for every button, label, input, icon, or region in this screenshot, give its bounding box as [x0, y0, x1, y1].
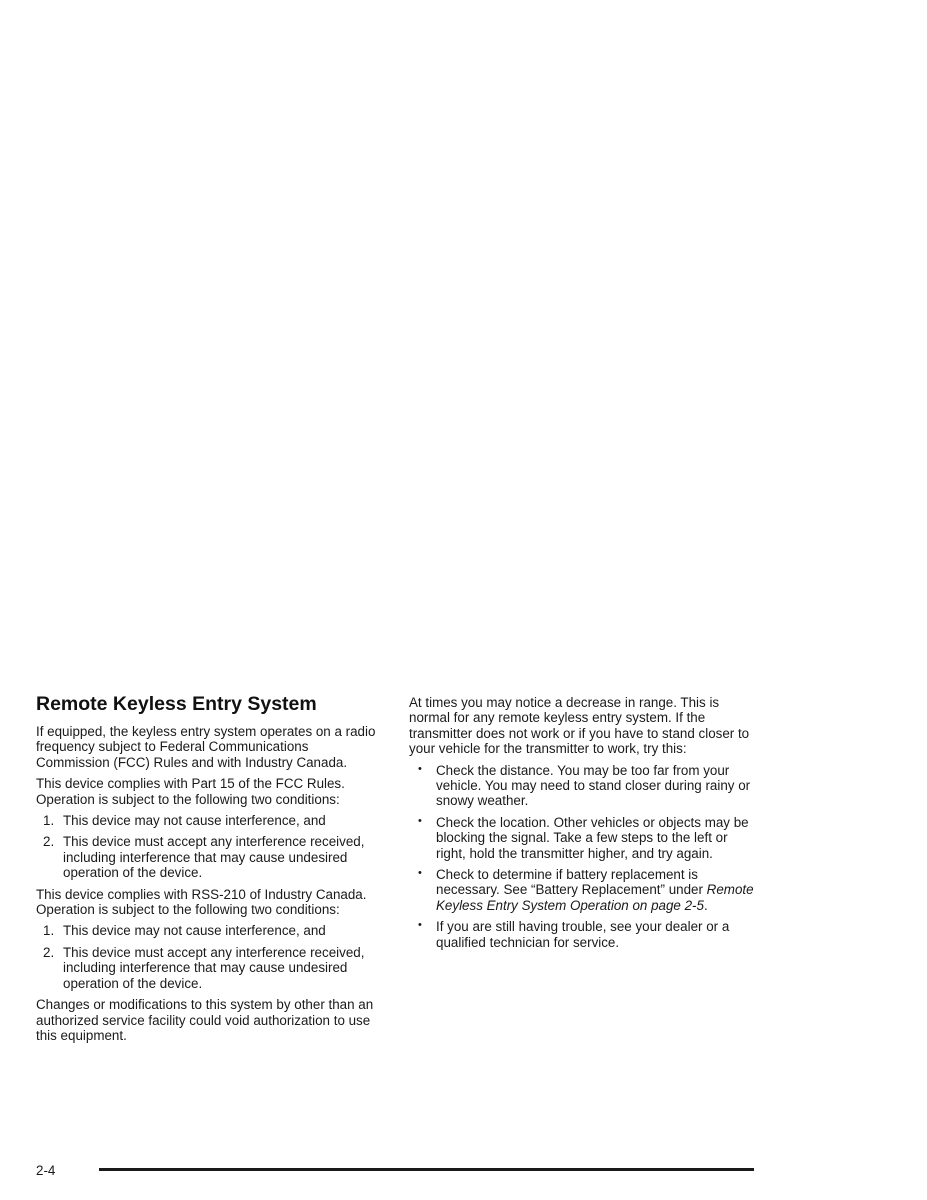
list-text: This device may not cause interference, and: [63, 813, 326, 829]
page-number: 2-4: [36, 1163, 56, 1178]
canada-conditions-list: [36, 923, 381, 991]
list-item: [36, 945, 381, 991]
list-text: This device may not cause interference, and: [63, 923, 326, 939]
list-item: [36, 923, 381, 938]
section-heading: Remote Keyless Entry System: [36, 693, 317, 715]
list-item: [36, 834, 381, 880]
footer-rule: [99, 1168, 754, 1171]
closing-paragraph: Changes or modifications to this system by other than an authorized service facility could void authorization to use this equipment.: [36, 997, 374, 1043]
fcc-paragraph: This device complies with Part 15 of the FCC Rules. Operation is subject to the following two conditions:: [36, 776, 345, 807]
list-text: Check the location. Other vehicles or objects may be blocking the signal. Take a few steps to the left or right, hold the transmitter higher, and try again.: [436, 814, 749, 861]
right-column: [409, 695, 754, 956]
list-number: 1.: [43, 923, 55, 939]
fcc-conditions-list: [36, 813, 381, 881]
bullet-icon: •: [418, 867, 422, 880]
list-text: Check the distance. You may be too far from your vehicle. You may need to stand closer during rainy or snowy weather.: [436, 762, 751, 809]
list-number: 2.: [43, 944, 55, 960]
tips-list: [409, 763, 754, 950]
intro-paragraph: If equipped, the keyless entry system operates on a radio frequency subject to Federal Communications Commission (FCC) Rules and with Industry Canada.: [36, 724, 376, 770]
bullet-icon: •: [418, 762, 422, 775]
list-text: This device must accept any interference received, including interference that may cause undesired operation of the device.: [63, 944, 365, 991]
left-column: [36, 692, 381, 1049]
list-item: [36, 813, 381, 828]
bullet-icon: •: [418, 814, 422, 827]
list-item: [409, 867, 754, 913]
cross-reference-link[interactable]: Remote Keyless Entry System Operation on page 2-5: [436, 882, 754, 913]
list-item: [409, 919, 754, 950]
list-text-suffix: .: [703, 897, 708, 913]
list-item: [409, 815, 754, 861]
list-text: If you are still having trouble, see your dealer or a qualified technician for service.: [436, 919, 730, 950]
canada-paragraph: This device complies with RSS-210 of Industry Canada. Operation is subject to the following two conditions:: [36, 886, 367, 918]
list-text: Check to determine if battery replacement is necessary. See “Battery Replacement” under: [436, 867, 707, 898]
list-number: 1.: [43, 813, 55, 829]
list-item: [409, 763, 754, 809]
bullet-icon: •: [418, 919, 422, 932]
list-number: 2.: [43, 834, 55, 850]
list-text: This device must accept any interference received, including interference that may cause undesired operation of the device.: [63, 834, 365, 881]
range-intro-paragraph: At times you may notice a decrease in range. This is normal for any remote keyless entry system. If the transmitter does not work or if you have to stand closer to your vehicle for the transmitter to work, try this:: [409, 695, 750, 757]
